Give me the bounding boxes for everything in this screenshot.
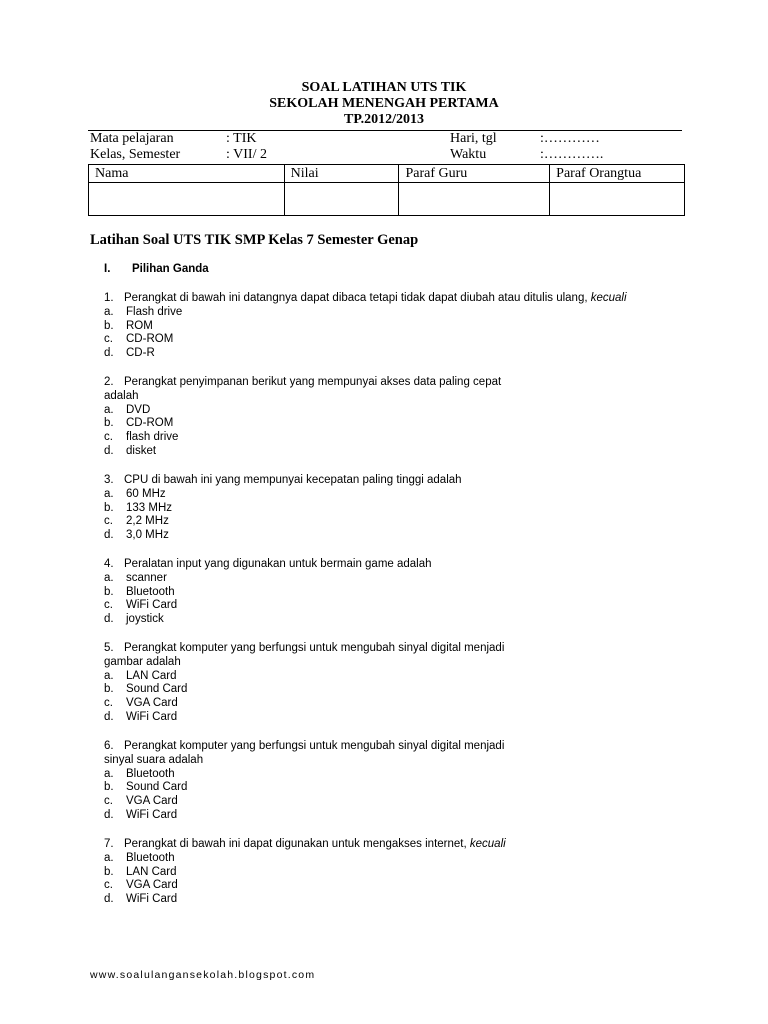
- option-b: b. Sound Card: [104, 781, 188, 794]
- section-number: I.: [104, 263, 111, 275]
- question-2: [104, 376, 664, 459]
- question-number: 1.: [104, 292, 114, 304]
- question-number: 3.: [104, 474, 114, 486]
- option-a: a. 60 MHz: [104, 487, 166, 500]
- option-d: d. joystick: [104, 613, 164, 626]
- option-d: d. WiFi Card: [104, 893, 178, 906]
- info-row-subject: [90, 131, 682, 147]
- option-c: c. WiFi Card: [104, 599, 178, 612]
- document-header: [0, 80, 768, 128]
- option-b: b. LAN Card: [104, 865, 177, 878]
- info-row-class: [90, 147, 682, 163]
- question-text: CPU di bawah ini yang mempunyai kecepatan paling tinggi adalah: [124, 474, 462, 486]
- header-cell-teacher-sign: Paraf Guru: [399, 165, 550, 183]
- question-continuation: sinyal suara adalah: [104, 753, 204, 766]
- option-a: a. LAN Card: [104, 669, 177, 682]
- question-1: [104, 292, 664, 361]
- question-emphasis: kecuali: [590, 292, 627, 304]
- header-cell-score: Nilai: [284, 165, 399, 183]
- question-text: Perangkat komputer yang berfungsi untuk mengubah sinyal digital menjadi: [124, 642, 505, 654]
- blank-cell-name: [89, 183, 285, 216]
- question-text: Perangkat komputer yang berfungsi untuk mengubah sinyal digital menjadi: [124, 740, 505, 752]
- option-a: a. DVD: [104, 403, 151, 416]
- subject-label: Mata pelajaran: [90, 131, 174, 146]
- option-c: c. VGA Card: [104, 697, 178, 710]
- header-year: TP.2012/2013: [344, 112, 424, 127]
- question-text: Perangkat di bawah ini datangnya dapat dibaca tetapi tidak dapat diubah atau ditulis ulang,: [124, 292, 588, 304]
- option-b: b. 133 MHz: [104, 501, 173, 514]
- question-number: 5.: [104, 642, 114, 654]
- option-c: c. 2,2 MHz: [104, 515, 169, 528]
- subject-value: : TIK: [226, 131, 257, 146]
- date-value: :…………: [540, 131, 600, 146]
- option-c: c. VGA Card: [104, 879, 178, 892]
- question-7: [104, 838, 664, 907]
- exam-info: [90, 131, 682, 163]
- header-school: SEKOLAH MENENGAH PERTAMA: [269, 96, 499, 111]
- option-d: d. 3,0 MHz: [104, 529, 169, 542]
- question-text: Peralatan input yang digunakan untuk bermain game adalah: [124, 558, 432, 570]
- question-continuation: gambar adalah: [104, 655, 181, 668]
- option-a: a. Bluetooth: [104, 767, 175, 780]
- question-number: 6.: [104, 740, 114, 752]
- option-b: b. ROM: [104, 319, 153, 332]
- time-value: :………….: [540, 147, 604, 162]
- question-number: 7.: [104, 838, 114, 850]
- option-c: c. flash drive: [104, 431, 179, 444]
- class-value: : VII/ 2: [226, 147, 267, 162]
- date-label: Hari, tgl: [450, 131, 497, 146]
- blank-cell-score: [284, 183, 399, 216]
- question-5: [104, 642, 664, 725]
- option-d: d. disket: [104, 444, 157, 457]
- option-d: d. WiFi Card: [104, 710, 178, 723]
- blank-cell-teacher-sign: [399, 183, 550, 216]
- option-a: a. scanner: [104, 571, 167, 584]
- question-text: Perangkat di bawah ini dapat digunakan untuk mengakses internet,: [124, 838, 467, 850]
- question-3: [104, 474, 664, 543]
- blank-cell-parent-sign: [550, 183, 685, 216]
- option-a: a. Flash drive: [104, 305, 183, 318]
- option-d: d. WiFi Card: [104, 808, 178, 821]
- option-b: b. Bluetooth: [104, 585, 175, 598]
- option-c: c. CD-ROM: [104, 333, 174, 346]
- header-cell-name: Nama: [89, 165, 285, 183]
- document-subtitle: Latihan Soal UTS TIK SMP Kelas 7 Semester Genap: [90, 232, 419, 248]
- option-d: d. CD-R: [104, 347, 155, 360]
- question-text: Perangkat penyimpanan berikut yang mempunyai akses data paling cepat: [124, 376, 502, 388]
- header-title: SOAL LATIHAN UTS TIK: [301, 80, 467, 95]
- section-heading: [104, 263, 209, 275]
- class-label: Kelas, Semester: [90, 147, 181, 162]
- question-continuation: adalah: [104, 389, 139, 402]
- question-4: [104, 558, 664, 627]
- header-cell-parent-sign: Paraf Orangtua: [550, 165, 685, 183]
- option-a: a. Bluetooth: [104, 851, 175, 864]
- question-number: 4.: [104, 558, 114, 570]
- question-emphasis: kecuali: [469, 838, 506, 850]
- question-6: [104, 740, 664, 823]
- signature-table: [88, 164, 685, 216]
- question-number: 2.: [104, 376, 114, 388]
- time-label: Waktu: [450, 147, 487, 162]
- option-b: b. Sound Card: [104, 683, 188, 696]
- footer-url[interactable]: www.soalulangansekolah.blogspot.com: [90, 969, 316, 981]
- option-c: c. VGA Card: [104, 795, 178, 808]
- option-b: b. CD-ROM: [104, 417, 174, 430]
- section-title: Pilihan Ganda: [132, 263, 209, 275]
